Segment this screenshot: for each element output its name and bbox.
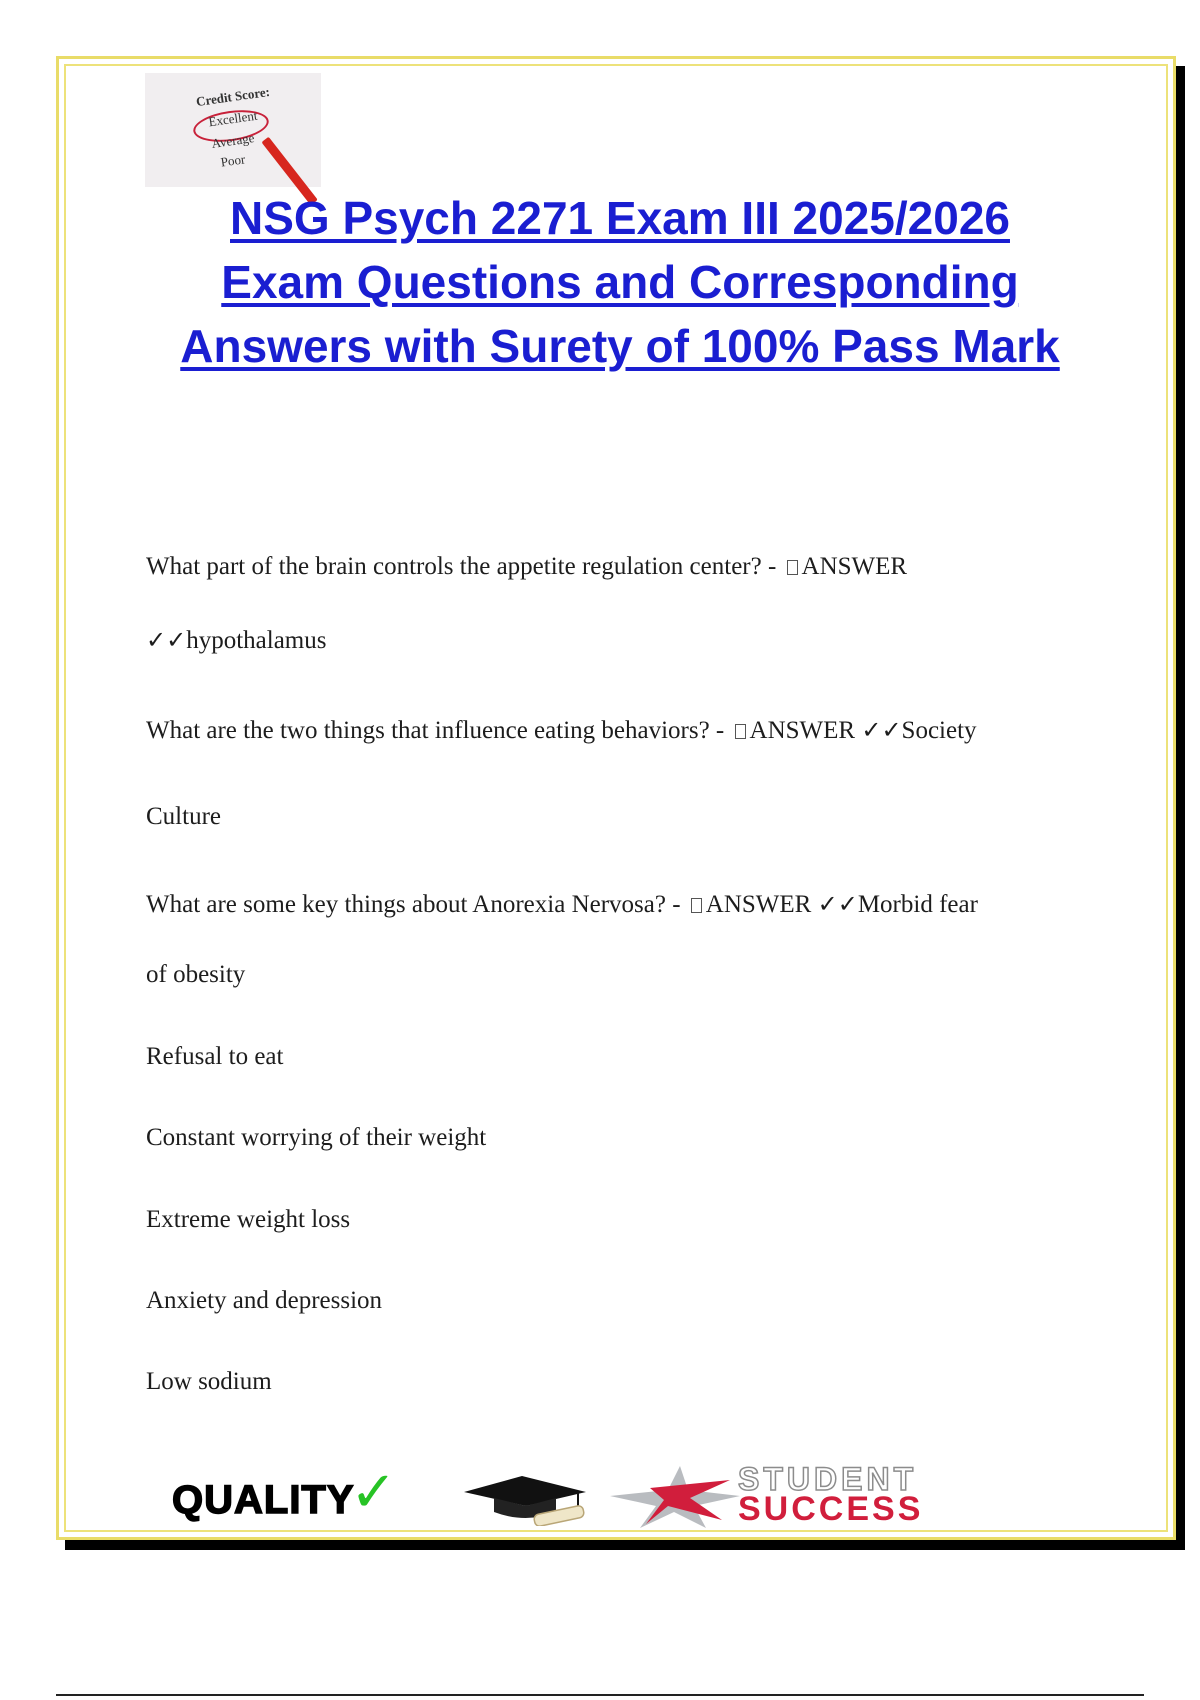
answer-3-item: Anxiety and depression [146, 1287, 383, 1314]
success-text: SUCCESS [738, 1490, 924, 1528]
logo-option-excellent: Excellent [207, 107, 259, 130]
double-check-icon: ✓✓ [146, 626, 187, 654]
title-line-1: NSG Psych 2271 Exam III 2025/2026 [230, 192, 1010, 244]
bottom-divider [56, 1694, 1144, 1696]
question-3 [146, 890, 1106, 919]
answer-label: ANSWER [705, 891, 812, 918]
missing-glyph-icon [691, 898, 702, 913]
document-title [140, 186, 1100, 378]
answer-label: ANSWER [801, 553, 908, 580]
title-line-3: Answers with Surety of 100% Pass Mark [180, 320, 1060, 372]
answer-label: ANSWER [749, 717, 856, 744]
question-3-text: What are some key things about Anorexia Nervosa? - [146, 891, 681, 918]
answer-1 [146, 626, 1106, 655]
logo-option-poor: Poor [219, 151, 247, 170]
question-1 [146, 553, 1106, 581]
question-1-text: What part of the brain controls the appetite regulation center? - [146, 553, 777, 580]
answer-3-item: Constant worrying of their weight [146, 1124, 487, 1151]
double-check-icon: ✓✓ [861, 716, 902, 744]
answer-1-text: hypothalamus [186, 627, 327, 654]
missing-glyph-icon [735, 724, 746, 739]
answer-3-item: Low sodium [146, 1368, 272, 1395]
student-text: STUDENT [738, 1461, 918, 1497]
answer-2-continued: Culture [146, 803, 221, 830]
answer-3-text: Morbid fear [857, 891, 978, 918]
green-check-icon: ✓ [350, 1460, 397, 1525]
question-2-text: What are the two things that influence eating behaviors? - [146, 717, 725, 744]
question-2 [146, 716, 1106, 745]
star-logo-icon [610, 1466, 740, 1528]
graduation-cap-icon [460, 1470, 590, 1526]
footer-logos [170, 1460, 1070, 1532]
answer-3-item: Extreme weight loss [146, 1206, 351, 1233]
answer-3-item: Refusal to eat [146, 1043, 284, 1070]
missing-glyph-icon [787, 560, 798, 575]
credit-score-logo [145, 73, 321, 187]
double-check-icon: ✓✓ [817, 890, 858, 918]
quality-logo: QUALITY [172, 1478, 355, 1522]
title-line-2: Exam Questions and Corresponding [221, 256, 1019, 308]
logo-option-average: Average [210, 130, 256, 151]
answer-3-continued: of obesity [146, 961, 246, 988]
answer-2-text: Society [901, 717, 977, 744]
logo-heading: Credit Score: [195, 83, 271, 110]
